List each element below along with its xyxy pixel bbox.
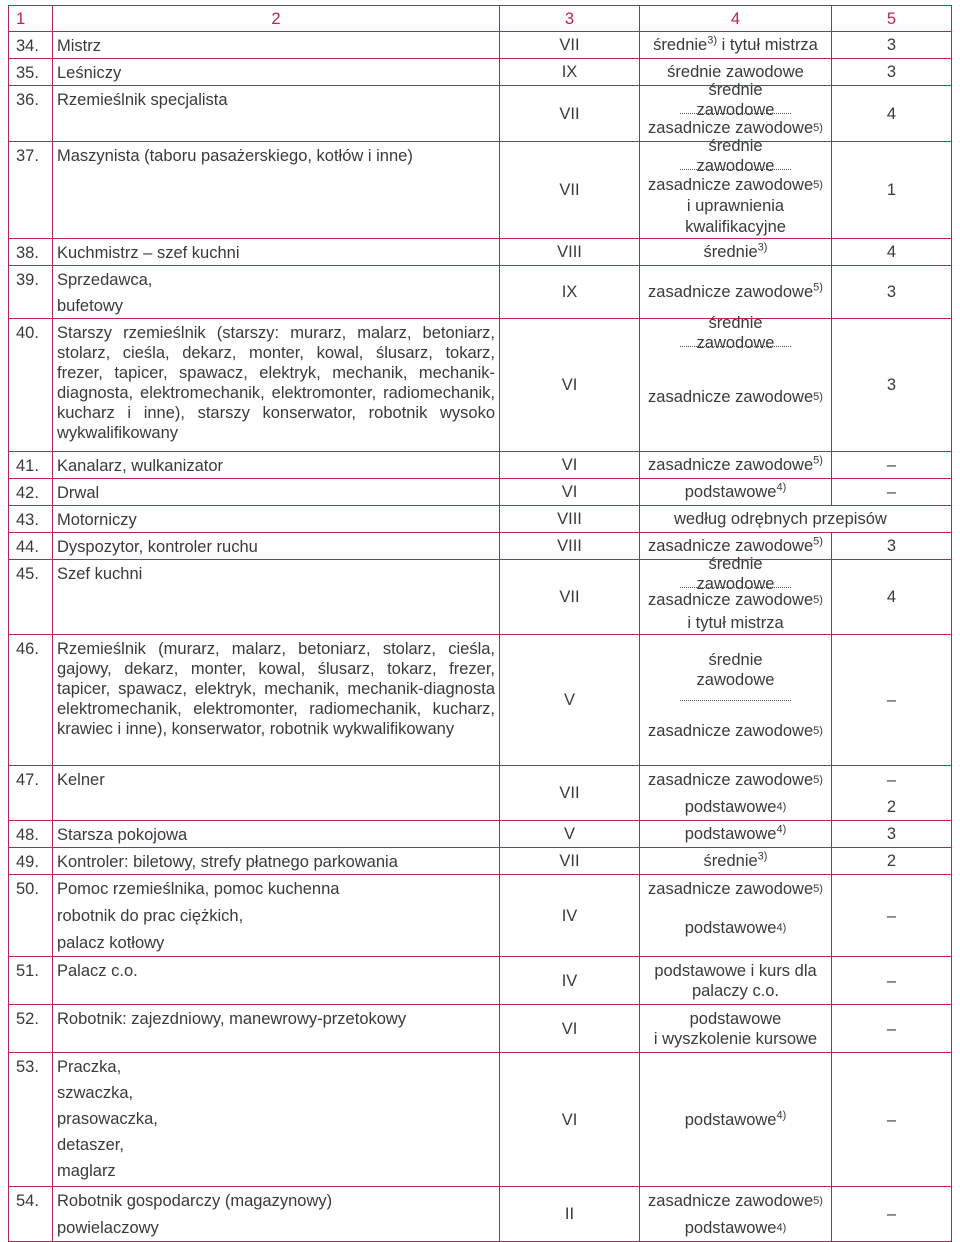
category: VII bbox=[500, 560, 640, 635]
column-header: 5 bbox=[832, 6, 952, 32]
experience-years: 3 bbox=[832, 32, 952, 59]
table-row bbox=[9, 1005, 952, 1053]
experience-years: 3 bbox=[832, 319, 952, 452]
qualification: zasadnicze zawodowe 5) podstawowe 4) bbox=[640, 1187, 832, 1242]
category: VI bbox=[500, 319, 640, 452]
experience-years: – bbox=[832, 479, 952, 506]
experience-years: – bbox=[832, 875, 952, 957]
experience-years: 1 bbox=[832, 142, 952, 239]
category: VI bbox=[500, 1005, 640, 1053]
job-title: Dyspozytor, kontroler ruchu bbox=[53, 533, 500, 560]
job-title: Palacz c.o. bbox=[53, 957, 500, 1005]
row-number: 52. bbox=[9, 1005, 53, 1053]
qualification: zasadnicze zawodowe$^{5)}$ bbox=[640, 266, 832, 319]
table-row bbox=[9, 506, 952, 533]
category: IX bbox=[500, 59, 640, 86]
qualification: średnie$^{3)}$ bbox=[640, 239, 832, 266]
job-title: Rzemieślnik specjalista bbox=[53, 86, 500, 142]
qualification: według odrębnych przepisów bbox=[640, 506, 952, 533]
job-title: Maszynista (taboru pasażerskiego, kotłów i inne) bbox=[53, 142, 500, 239]
table-row bbox=[9, 821, 952, 848]
row-number: 51. bbox=[9, 957, 53, 1005]
table-row bbox=[9, 635, 952, 766]
qualification: podstawowe$^{4)}$ bbox=[640, 821, 832, 848]
column-header: 2 bbox=[53, 6, 500, 32]
row-number: 43. bbox=[9, 506, 53, 533]
experience-years: – 2 bbox=[832, 766, 952, 821]
table-header-row bbox=[9, 6, 952, 32]
experience-years: 4 bbox=[832, 86, 952, 142]
row-number: 41. bbox=[9, 452, 53, 479]
row-number: 44. bbox=[9, 533, 53, 560]
experience-years: 2 bbox=[832, 848, 952, 875]
row-number: 34. bbox=[9, 32, 53, 59]
row-number: 42. bbox=[9, 479, 53, 506]
row-number: 46. bbox=[9, 635, 53, 766]
job-title: Kuchmistrz – szef kuchni bbox=[53, 239, 500, 266]
qualification: zasadnicze zawodowe 5) podstawowe 4) bbox=[640, 875, 832, 957]
category: VII bbox=[500, 848, 640, 875]
column-header: 4 bbox=[640, 6, 832, 32]
qualification: średnie zawodowe zasadnicze zawodowe 5) i tytuł mistrza bbox=[640, 560, 832, 635]
category: IV bbox=[500, 875, 640, 957]
experience-years: 3 bbox=[832, 821, 952, 848]
table-row bbox=[9, 86, 952, 142]
qualification: podstawowe i wyszkolenie kursowe bbox=[640, 1005, 832, 1053]
qualification: średnie zawodowe zasadnicze zawodowe 5) i uprawnienia kwalifikacyjne bbox=[640, 142, 832, 239]
category: VIII bbox=[500, 533, 640, 560]
table-row bbox=[9, 875, 952, 957]
qualification: średnie zawodowe zasadnicze zawodowe 5) bbox=[640, 319, 832, 452]
row-number: 54. bbox=[9, 1187, 53, 1242]
row-number: 47. bbox=[9, 766, 53, 821]
category: VII bbox=[500, 32, 640, 59]
category: VII bbox=[500, 766, 640, 821]
qualification: zasadnicze zawodowe$^{5)}$ bbox=[640, 533, 832, 560]
experience-years: – bbox=[832, 1053, 952, 1187]
qualification: średnie zawodowe bbox=[640, 59, 832, 86]
wage-category-table bbox=[8, 5, 952, 1242]
column-header: 1 bbox=[9, 6, 53, 32]
table-row bbox=[9, 766, 952, 821]
table-row bbox=[9, 1053, 952, 1187]
job-title: Drwal bbox=[53, 479, 500, 506]
experience-years: – bbox=[832, 1005, 952, 1053]
job-title: Robotnik: zajezdniowy, manewrowy-przetokowy bbox=[53, 1005, 500, 1053]
table-row bbox=[9, 142, 952, 239]
category: VII bbox=[500, 86, 640, 142]
category: IV bbox=[500, 957, 640, 1005]
experience-years: 4 bbox=[832, 239, 952, 266]
job-title: Starszy rzemieślnik (starszy: murarz, malarz, betoniarz, stolarz, cieśla, dekarz, monter, kowal, ślusarz, tokarz, frezer, tapicer, spawacz, elektryk, mechanik, mechanik-diagnosta, elektromechanik, elektromonter, radiomechanik, kucharz i inne), starszy konserwator, robotnik wysoko wykwalifikowany bbox=[53, 319, 500, 452]
table-row bbox=[9, 560, 952, 635]
job-title: Mistrz bbox=[53, 32, 500, 59]
job-title: Robotnik gospodarczy (magazynowy) powielaczowy bbox=[53, 1187, 500, 1242]
qualification: średnie$^{3)}$ i tytuł mistrza bbox=[640, 32, 832, 59]
table-row bbox=[9, 266, 952, 319]
table-row bbox=[9, 32, 952, 59]
job-title: Rzemieślnik (murarz, malarz, betoniarz, stolarz, cieśla, gajowy, dekarz, monter, kowal, ślusarz, tokarz, frezer, tapicer, spawacz, elektryk, mechanik, mechanik-diagnosta elektromechanik, elektromonter, radiomechanik, kucharz, krawiec i inne), konserwator, robotnik wykwalifikowany bbox=[53, 635, 500, 766]
table-row bbox=[9, 1187, 952, 1242]
qualification: podstawowe i kurs dla palaczy c.o. bbox=[640, 957, 832, 1005]
table-row bbox=[9, 533, 952, 560]
job-title: Kanalarz, wulkanizator bbox=[53, 452, 500, 479]
row-number: 45. bbox=[9, 560, 53, 635]
qualification: zasadnicze zawodowe$^{5)}$ bbox=[640, 452, 832, 479]
job-title: Kelner bbox=[53, 766, 500, 821]
row-number: 48. bbox=[9, 821, 53, 848]
experience-years: – bbox=[832, 635, 952, 766]
category: VIII bbox=[500, 506, 640, 533]
experience-years: – bbox=[832, 452, 952, 479]
job-title: Pomoc rzemieślnika, pomoc kuchenna robotnik do prac ciężkich, palacz kotłowy bbox=[53, 875, 500, 957]
qualification: zasadnicze zawodowe 5) podstawowe 4) bbox=[640, 766, 832, 821]
experience-years: – bbox=[832, 1187, 952, 1242]
table-row bbox=[9, 239, 952, 266]
row-number: 36. bbox=[9, 86, 53, 142]
table-row bbox=[9, 479, 952, 506]
row-number: 53. bbox=[9, 1053, 53, 1187]
row-number: 49. bbox=[9, 848, 53, 875]
job-title: Praczka, szwaczka, prasowaczka, detaszer, maglarz bbox=[53, 1053, 500, 1187]
experience-years: 3 bbox=[832, 533, 952, 560]
category: VI bbox=[500, 479, 640, 506]
category: VIII bbox=[500, 239, 640, 266]
experience-years: 3 bbox=[832, 266, 952, 319]
job-title: Kontroler: biletowy, strefy płatnego parkowania bbox=[53, 848, 500, 875]
category: VI bbox=[500, 452, 640, 479]
row-number: 38. bbox=[9, 239, 53, 266]
category: IX bbox=[500, 266, 640, 319]
qualification: średnie$^{3)}$ bbox=[640, 848, 832, 875]
experience-years: 3 bbox=[832, 59, 952, 86]
table-row bbox=[9, 319, 952, 452]
experience-years: – bbox=[832, 957, 952, 1005]
table-row bbox=[9, 452, 952, 479]
column-header: 3 bbox=[500, 6, 640, 32]
category: VII bbox=[500, 142, 640, 239]
job-title: Leśniczy bbox=[53, 59, 500, 86]
table-row bbox=[9, 957, 952, 1005]
table-row bbox=[9, 59, 952, 86]
category: II bbox=[500, 1187, 640, 1242]
category: V bbox=[500, 821, 640, 848]
qualification: średnie zawodowe zasadnicze zawodowe 5) bbox=[640, 635, 832, 766]
qualification: podstawowe$^{4)}$ bbox=[640, 1053, 832, 1187]
row-number: 40. bbox=[9, 319, 53, 452]
qualification: podstawowe$^{4)}$ bbox=[640, 479, 832, 506]
row-number: 35. bbox=[9, 59, 53, 86]
row-number: 37. bbox=[9, 142, 53, 239]
job-title: Sprzedawca, bufetowy bbox=[53, 266, 500, 319]
category: VI bbox=[500, 1053, 640, 1187]
job-title: Szef kuchni bbox=[53, 560, 500, 635]
job-title: Starsza pokojowa bbox=[53, 821, 500, 848]
qualification: średnie zawodowe zasadnicze zawodowe 5) bbox=[640, 86, 832, 142]
experience-years: 4 bbox=[832, 560, 952, 635]
row-number: 50. bbox=[9, 875, 53, 957]
table-row bbox=[9, 848, 952, 875]
category: V bbox=[500, 635, 640, 766]
row-number: 39. bbox=[9, 266, 53, 319]
job-title: Motorniczy bbox=[53, 506, 500, 533]
